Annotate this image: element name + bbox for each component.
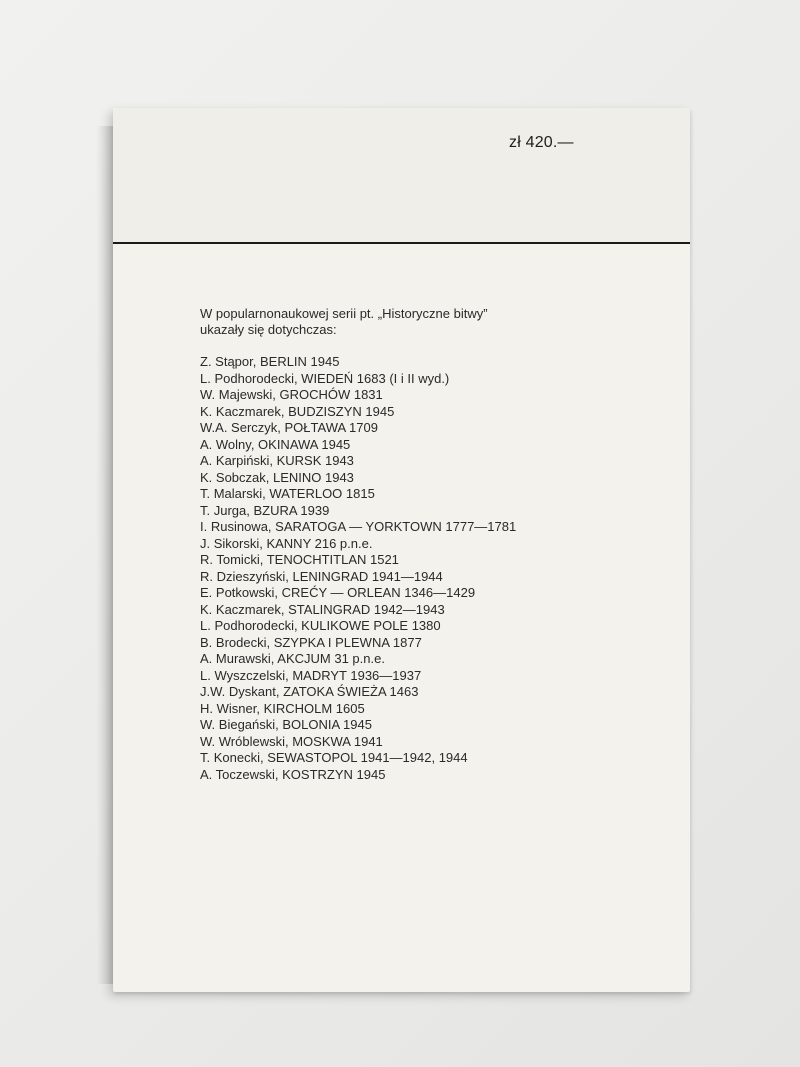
book-back-cover xyxy=(113,108,690,992)
intro-line-2: ukazały się dotychczas: xyxy=(200,321,337,337)
list-item: T. Jurga, BZURA 1939 xyxy=(200,502,330,518)
list-item: W. Wróblewski, MOSKWA 1941 xyxy=(200,733,383,749)
list-item: R. Dzieszyński, LENINGRAD 1941—1944 xyxy=(200,568,443,584)
list-item: L. Podhorodecki, WIEDEŃ 1683 (I i II wyd.) xyxy=(200,370,450,386)
list-item: W.A. Serczyk, POŁTAWA 1709 xyxy=(200,420,378,435)
published-titles-list xyxy=(200,354,670,783)
list-item: J. Sikorski, KANNY 216 p.n.e. xyxy=(200,535,373,551)
list-item: K. Sobczak, LENINO 1943 xyxy=(200,469,354,485)
cover-top-band xyxy=(113,108,690,244)
list-item: W. Majewski, GROCHÓW 1831 xyxy=(200,387,383,402)
list-item: L. Podhorodecki, KULIKOWE POLE 1380 xyxy=(200,618,441,633)
list-item: T. Konecki, SEWASTOPOL 1941—1942, 1944 xyxy=(200,750,468,765)
list-item: K. Kaczmarek, STALINGRAD 1942—1943 xyxy=(200,601,445,617)
list-item: B. Brodecki, SZYPKA I PLEWNA 1877 xyxy=(200,634,422,650)
list-item: K. Kaczmarek, BUDZISZYN 1945 xyxy=(200,403,395,419)
list-item: Z. Stąpor, BERLIN 1945 xyxy=(200,354,340,369)
list-item: A. Murawski, AKCJUM 31 p.n.e. xyxy=(200,651,385,666)
list-item: W. Biegański, BOLONIA 1945 xyxy=(200,717,372,732)
list-item: I. Rusinowa, SARATOGA — YORKTOWN 1777—1781 xyxy=(200,519,517,534)
price-label: zł 420.— xyxy=(509,134,574,151)
list-item: R. Tomicki, TENOCHTITLAN 1521 xyxy=(200,552,399,567)
list-item: J.W. Dyskant, ZATOKA ŚWIEŻA 1463 xyxy=(200,684,419,699)
list-item: A. Toczewski, KOSTRZYN 1945 xyxy=(200,766,386,782)
list-item: L. Wyszczelski, MADRYT 1936—1937 xyxy=(200,667,422,683)
list-item: T. Malarski, WATERLOO 1815 xyxy=(200,486,375,501)
list-item: A. Karpiński, KURSK 1943 xyxy=(200,453,354,468)
list-item: A. Wolny, OKINAWA 1945 xyxy=(200,436,351,452)
list-item: H. Wisner, KIRCHOLM 1605 xyxy=(200,700,365,716)
intro-line-1: W popularnonaukowej serii pt. „Historyczne bitwy” xyxy=(200,306,488,321)
series-intro xyxy=(200,306,660,337)
list-item: E. Potkowski, CREĆY — ORLEAN 1346—1429 xyxy=(200,585,476,600)
